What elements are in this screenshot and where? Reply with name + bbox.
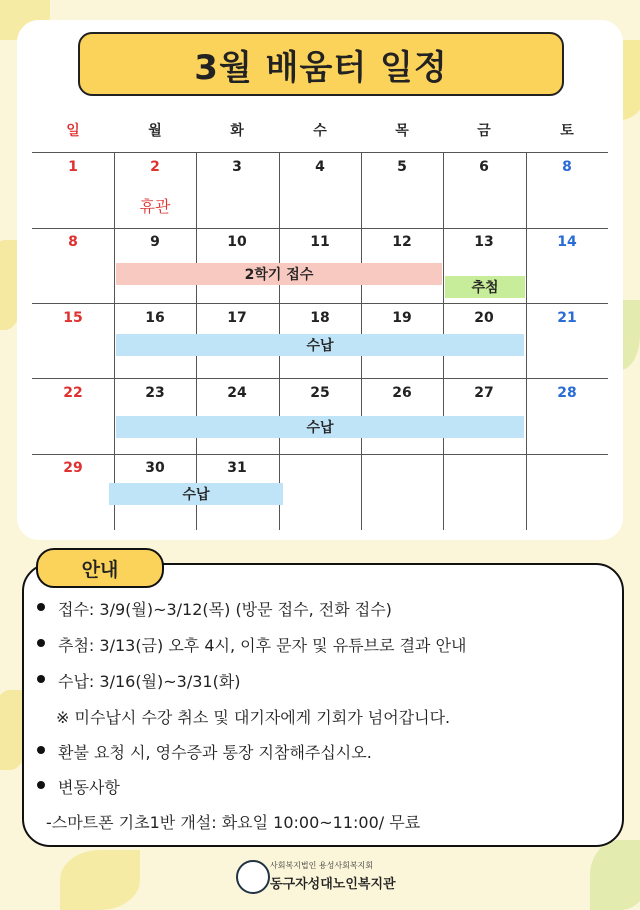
org-name: 동구자성대노인복지관 [270, 877, 396, 892]
calendar-day: 6 [479, 159, 489, 175]
calendar-day: 20 [474, 310, 494, 326]
lottery-bar: 추첨 [445, 276, 525, 298]
calendar-day: 21 [557, 310, 577, 326]
calendar-day: 3 [232, 159, 242, 175]
bullet-icon [37, 603, 45, 611]
calendar-day: 10 [227, 234, 247, 250]
grid-line [32, 378, 608, 379]
calendar-day: 9 [150, 234, 160, 250]
payment-bar: 수납 [116, 334, 524, 356]
org-logo-icon [236, 860, 270, 894]
background-leaf [590, 840, 640, 910]
calendar-day: 23 [145, 385, 165, 401]
holiday-note: 휴관 [139, 197, 171, 216]
calendar-day: 8 [562, 159, 572, 175]
calendar-day: 22 [63, 385, 83, 401]
bullet-icon [37, 639, 45, 647]
calendar-day: 16 [145, 310, 165, 326]
calendar-day: 1 [68, 159, 78, 175]
calendar-day: 27 [474, 385, 494, 401]
calendar-day: 14 [557, 234, 577, 250]
payment-bar: 수납 [109, 483, 283, 505]
grid-line [32, 454, 608, 455]
payment-bar: 수납 [116, 416, 524, 438]
grid-line [526, 152, 527, 530]
grid-line [32, 303, 608, 304]
calendar-day: 30 [145, 460, 165, 476]
calendar-day: 31 [227, 460, 247, 476]
info-heading: 안내 [36, 548, 164, 588]
dow-mon: 월 [148, 123, 162, 139]
calendar-day: 29 [63, 460, 83, 476]
calendar-day: 24 [227, 385, 247, 401]
calendar-day: 19 [392, 310, 412, 326]
calendar-day: 25 [310, 385, 330, 401]
calendar-day: 15 [63, 310, 83, 326]
registration-bar: 2학기 접수 [116, 263, 442, 285]
info-line: 수납: 3/16(월)~3/31(화) [58, 672, 241, 691]
calendar-day: 28 [557, 385, 577, 401]
calendar-day: 12 [392, 234, 412, 250]
calendar-day: 4 [315, 159, 325, 175]
info-line: 환불 요청 시, 영수증과 통장 지참해주십시오. [58, 743, 372, 762]
bullet-icon [37, 675, 45, 683]
calendar-day: 5 [397, 159, 407, 175]
info-line: 변동사항 [58, 778, 120, 797]
grid-line [32, 152, 608, 153]
bullet-icon [37, 746, 45, 754]
org-subtitle: 사회복지법인 용성사회복지회 [270, 861, 374, 870]
background-leaf [60, 850, 140, 910]
dow-sun: 일 [66, 123, 80, 139]
calendar-day: 17 [227, 310, 247, 326]
calendar-day: 18 [310, 310, 330, 326]
info-line: 추첨: 3/13(금) 오후 4시, 이후 문자 및 유튜브로 결과 안내 [58, 636, 467, 655]
bullet-icon [37, 781, 45, 789]
info-line: -스마트폰 기초1반 개설: 화요일 10:00~11:00/ 무료 [46, 813, 421, 832]
grid-line [32, 228, 608, 229]
calendar-day: 2 [150, 159, 160, 175]
page-title: 3월 배움터 일정 [78, 32, 564, 96]
dow-fri: 금 [477, 123, 491, 139]
info-line: 접수: 3/9(월)~3/12(목) (방문 접수, 전화 접수) [58, 600, 392, 619]
calendar-day: 8 [68, 234, 78, 250]
dow-wed: 수 [313, 123, 327, 139]
info-line: ※ 미수납시 수강 취소 및 대기자에게 기회가 넘어갑니다. [56, 708, 451, 727]
dow-tue: 화 [230, 123, 244, 139]
dow-sat: 토 [560, 123, 574, 139]
calendar-day: 26 [392, 385, 412, 401]
dow-thu: 목 [395, 123, 409, 139]
calendar-day: 13 [474, 234, 494, 250]
calendar-day: 11 [310, 234, 330, 250]
